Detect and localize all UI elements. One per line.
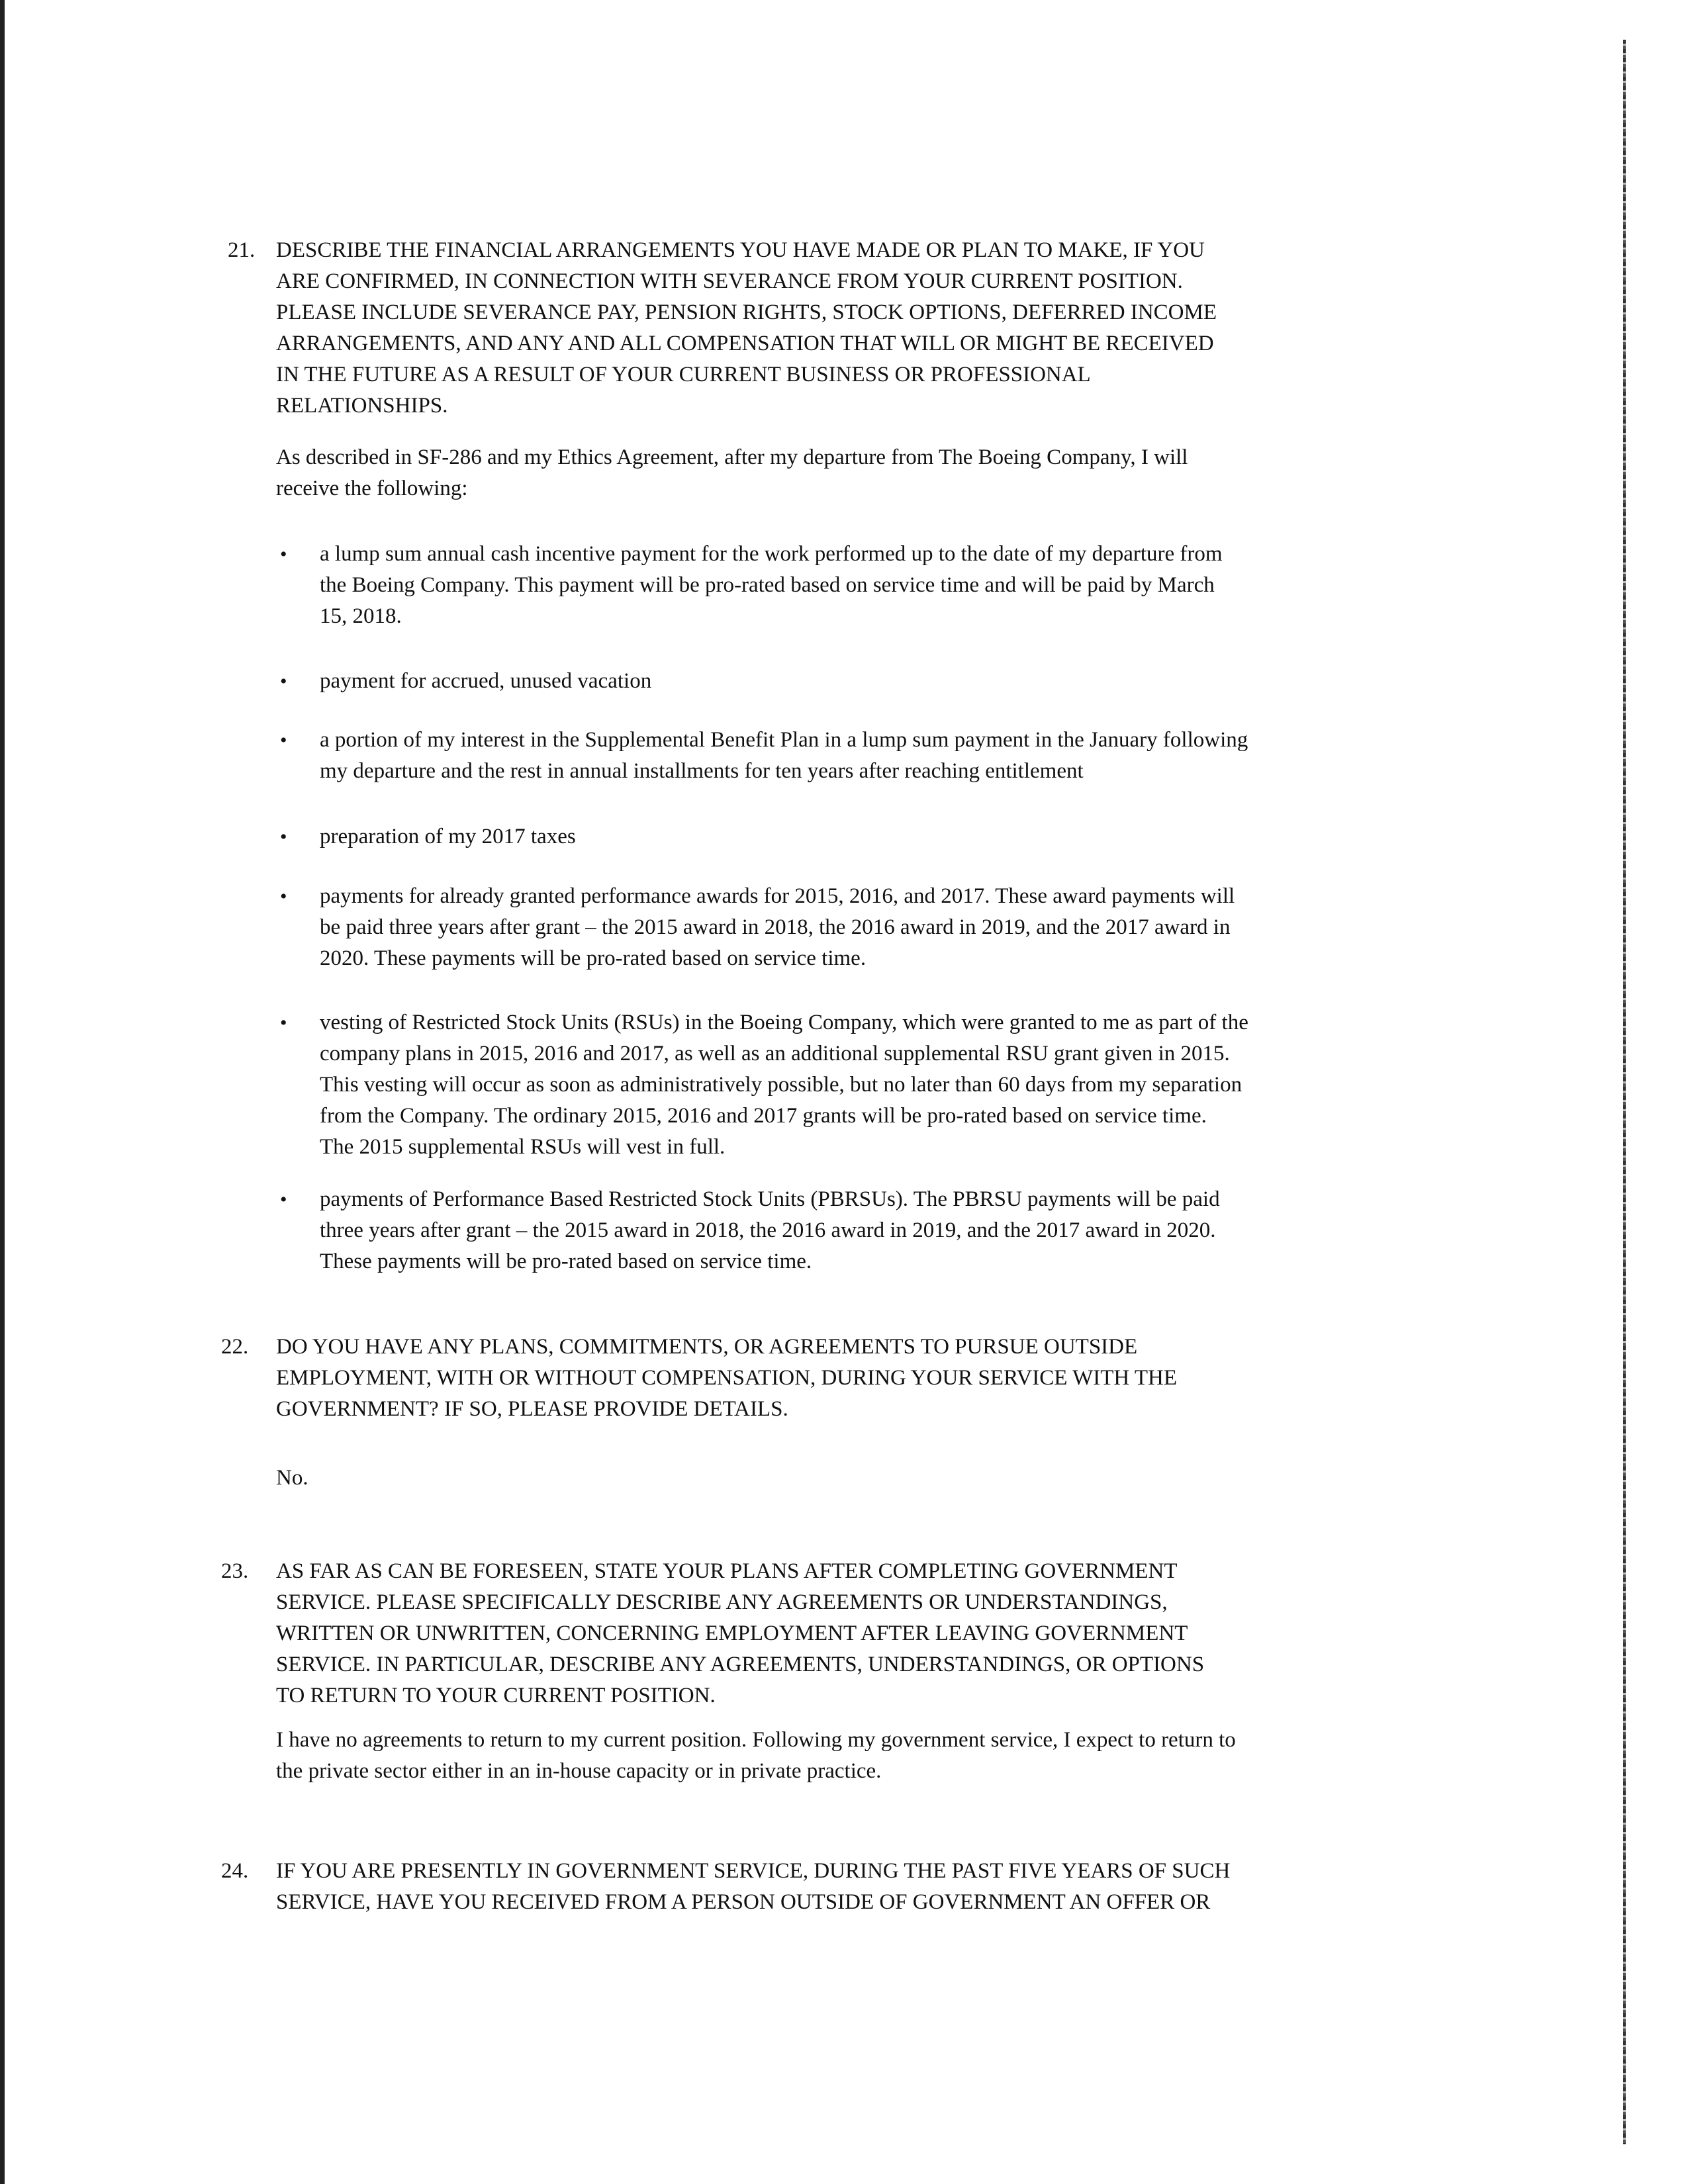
bullet-item (280, 1007, 1248, 1163)
text-line: SERVICE, HAVE YOU RECEIVED FROM A PERSON OUTSIDE OF GOVERNMENT AN OFFER OR (276, 1890, 1211, 1914)
text-line: DO YOU HAVE ANY PLANS, COMMITMENTS, OR AGREEMENTS TO PURSUE OUTSIDE (276, 1335, 1138, 1359)
bullet-icon: • (280, 1012, 287, 1034)
text-line: payments for already granted performance awards for 2015, 2016, and 2017. These award payments will (320, 884, 1235, 908)
text-line: WRITTEN OR UNWRITTEN, CONCERNING EMPLOYMENT AFTER LEAVING GOVERNMENT (276, 1621, 1188, 1645)
question-23-text (276, 1556, 1204, 1711)
text-line: from the Company. The ordinary 2015, 2016 and 2017 grants will be pro-rated based on service time. (320, 1104, 1207, 1128)
question-24-text (276, 1856, 1230, 1918)
text-line: my departure and the rest in annual installments for ten years after reaching entitlement (320, 759, 1084, 783)
scan-edge-right (1623, 40, 1626, 2144)
bullet-icon: • (280, 886, 287, 907)
text-line: TO RETURN TO YOUR CURRENT POSITION. (276, 1684, 716, 1707)
bullet-icon: • (280, 826, 287, 848)
text-line: vesting of Restricted Stock Units (RSUs) in the Boeing Company, which were granted to me as part of the (320, 1011, 1248, 1034)
bullet-item (280, 881, 1235, 974)
text-line: DESCRIBE THE FINANCIAL ARRANGEMENTS YOU HAVE MADE OR PLAN TO MAKE, IF YOU (276, 238, 1205, 262)
text-line: GOVERNMENT? IF SO, PLEASE PROVIDE DETAILS. (276, 1397, 788, 1421)
text-line: preparation of my 2017 taxes (320, 825, 576, 848)
bullet-item (280, 1184, 1220, 1277)
text-line: RELATIONSHIPS. (276, 394, 448, 418)
text-line: No. (276, 1466, 308, 1490)
bullet-item (280, 539, 1223, 632)
text-line: IF YOU ARE PRESENTLY IN GOVERNMENT SERVICE, DURING THE PAST FIVE YEARS OF SUCH (276, 1859, 1231, 1883)
text-line: the private sector either in an in-house capacity or in private practice. (276, 1759, 882, 1783)
bullet-icon: • (280, 729, 287, 751)
question-21-text (276, 235, 1434, 422)
answer-22 (276, 1463, 308, 1494)
question-21-number: 21. (228, 238, 256, 262)
question-24-number: 24. (221, 1859, 249, 1883)
bullet-icon: • (280, 670, 287, 692)
text-line: ARRANGEMENTS, AND ANY AND ALL COMPENSATION THAT WILL OR MIGHT BE RECEIVED (276, 332, 1214, 355)
text-line: EMPLOYMENT, WITH OR WITHOUT COMPENSATION, DURING YOUR SERVICE WITH THE (276, 1366, 1178, 1390)
question-22-number: 22. (221, 1335, 249, 1359)
text-line: IN THE FUTURE AS A RESULT OF YOUR CURRENT BUSINESS OR PROFESSIONAL (276, 363, 1091, 387)
answer-23 (276, 1725, 1236, 1787)
answer-21-intro (276, 442, 1188, 504)
text-line: 2020. These payments will be pro-rated based on service time. (320, 946, 867, 970)
text-line: the Boeing Company. This payment will be pro-rated based on service time and will be paid by March (320, 573, 1215, 597)
question-22-text (276, 1332, 1177, 1425)
text-line: payment for accrued, unused vacation (320, 669, 652, 693)
text-line: AS FAR AS CAN BE FORESEEN, STATE YOUR PLANS AFTER COMPLETING GOVERNMENT (276, 1559, 1178, 1583)
text-line: SERVICE. IN PARTICULAR, DESCRIBE ANY AGREEMENTS, UNDERSTANDINGS, OR OPTIONS (276, 1653, 1205, 1676)
text-line: receive the following: (276, 477, 468, 500)
text-line: SERVICE. PLEASE SPECIFICALLY DESCRIBE ANY AGREEMENTS OR UNDERSTANDINGS, (276, 1590, 1168, 1614)
text-line: three years after grant – the 2015 award in 2018, the 2016 award in 2019, and the 2017 award in 2020. (320, 1218, 1216, 1242)
bullet-item (280, 821, 576, 852)
bullet-item (280, 666, 652, 697)
question-23-number: 23. (221, 1559, 249, 1583)
text-line: 15, 2018. (320, 604, 402, 628)
text-line: payments of Performance Based Restricted Stock Units (PBRSUs). The PBRSU payments will be paid (320, 1187, 1220, 1211)
text-line: PLEASE INCLUDE SEVERANCE PAY, PENSION RIGHTS, STOCK OPTIONS, DEFERRED INCOME (276, 300, 1217, 324)
bullet-item (280, 725, 1248, 787)
text-line: As described in SF-286 and my Ethics Agreement, after my departure from The Boeing Company, I will (276, 445, 1188, 469)
bullet-icon: • (280, 543, 287, 565)
scan-edge-left (0, 0, 5, 2184)
text-line: This vesting will occur as soon as administratively possible, but no later than 60 days from my separation (320, 1073, 1243, 1097)
text-line: These payments will be pro-rated based on service time. (320, 1250, 812, 1273)
text-line: The 2015 supplemental RSUs will vest in full. (320, 1135, 726, 1159)
text-line: I have no agreements to return to my current position. Following my government service, I expect to return to (276, 1728, 1236, 1752)
text-line: be paid three years after grant – the 2015 award in 2018, the 2016 award in 2019, and the 2017 award in (320, 915, 1231, 939)
text-line: a lump sum annual cash incentive payment for the work performed up to the date of my departure from (320, 542, 1223, 566)
text-line: ARE CONFIRMED, IN CONNECTION WITH SEVERANCE FROM YOUR CURRENT POSITION. (276, 269, 1183, 293)
bullet-icon: • (280, 1189, 287, 1210)
text-line: a portion of my interest in the Supplemental Benefit Plan in a lump sum payment in the January following (320, 728, 1248, 752)
text-line: company plans in 2015, 2016 and 2017, as well as an additional supplemental RSU grant given in 2015. (320, 1042, 1230, 1066)
